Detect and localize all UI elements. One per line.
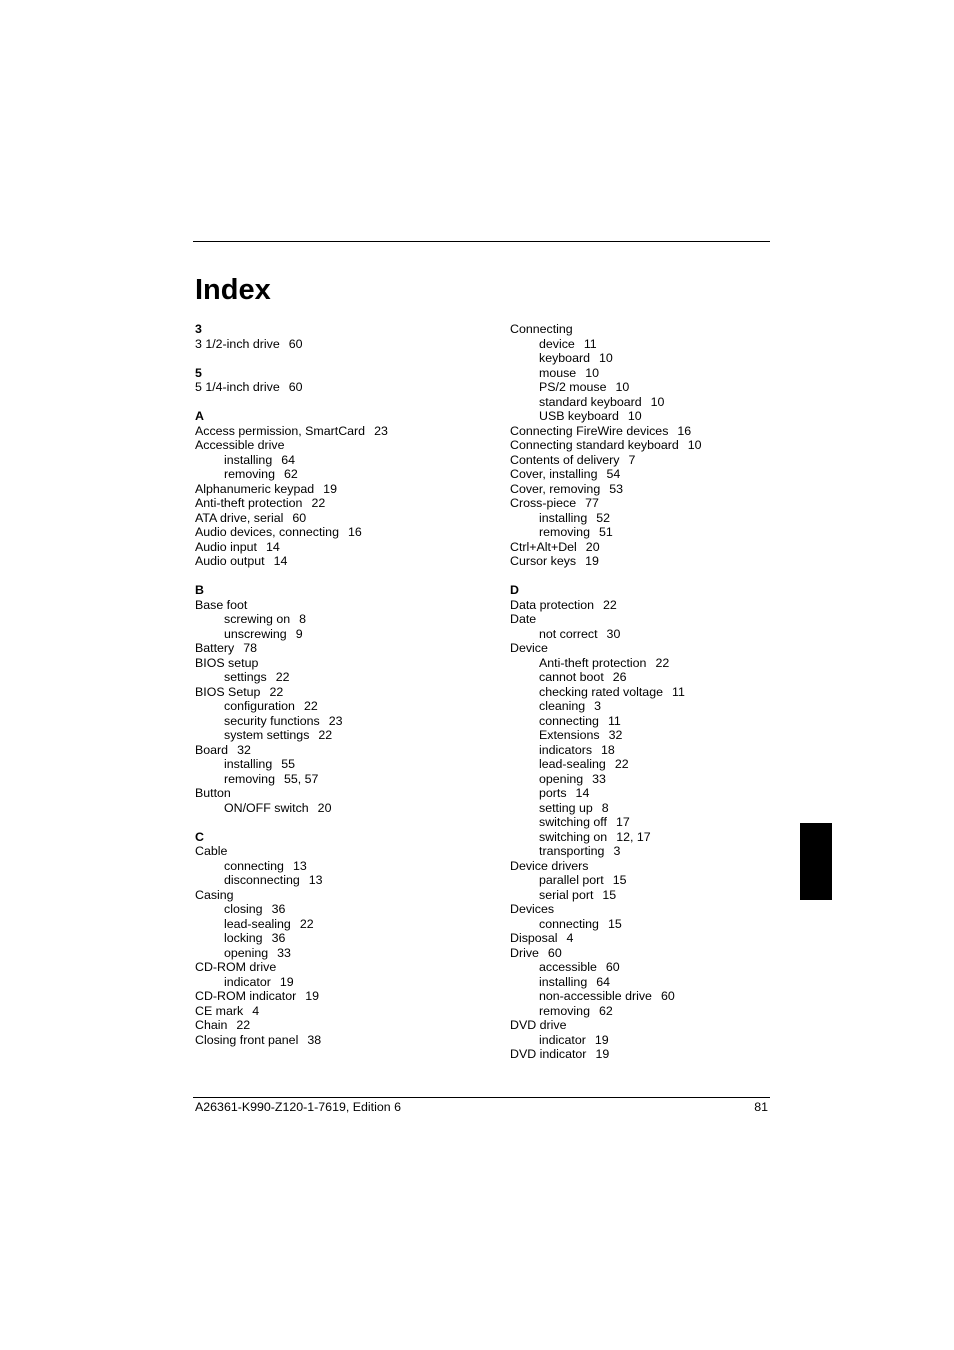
index-entry-term: Cross-piece xyxy=(510,496,577,510)
index-entry-term: Casing xyxy=(195,887,234,902)
index-entry-pages: 7 xyxy=(628,452,636,467)
index-entry-term: removing xyxy=(224,467,275,481)
index-subentry xyxy=(510,627,810,642)
index-entry-term: configuration xyxy=(224,699,295,713)
index-entry-term: installing xyxy=(539,974,588,989)
index-entry-term: security functions xyxy=(224,713,320,728)
index-entry xyxy=(195,525,495,540)
index-entry-pages: 17 xyxy=(615,815,630,829)
index-entry-term: BIOS Setup xyxy=(195,684,261,699)
index-entry-term: Board xyxy=(195,742,229,757)
index-subentry xyxy=(510,380,810,395)
index-subentry xyxy=(195,757,495,772)
index-entry xyxy=(195,380,495,395)
index-entry-pages: 8 xyxy=(601,800,609,815)
index-entry-pages: 22 xyxy=(275,670,290,684)
index-entry-term: Cover, installing xyxy=(510,467,598,481)
index-entry-pages: 9 xyxy=(295,626,303,641)
index-entry xyxy=(195,743,495,758)
index-entry-pages: 13 xyxy=(308,873,323,887)
index-entry-term: Audio devices, connecting xyxy=(195,525,339,539)
index-entry-pages: 16 xyxy=(677,423,692,438)
index-entry-pages: 60 xyxy=(288,336,303,351)
index-entry xyxy=(195,540,495,555)
index-entry-term: connecting xyxy=(539,713,599,728)
index-entry-pages: 3 xyxy=(613,844,621,858)
index-subentry xyxy=(510,815,810,830)
index-entry-term: DVD indicator xyxy=(510,1047,587,1061)
index-entry-term: Battery xyxy=(195,641,235,655)
index-entry-pages: 22 xyxy=(236,1018,251,1032)
header-rule xyxy=(193,241,770,242)
index-subentry xyxy=(510,395,810,410)
index-entry-term: standard keyboard xyxy=(539,394,642,409)
index-section xyxy=(195,830,495,1048)
index-entry-pages: 20 xyxy=(585,539,600,554)
index-column-left xyxy=(195,322,495,1062)
index-entry-pages: 55 xyxy=(281,757,296,771)
index-subentry xyxy=(510,685,810,700)
index-subentry xyxy=(510,670,810,685)
index-entry xyxy=(195,511,495,526)
index-entry xyxy=(195,496,495,511)
index-section xyxy=(510,583,810,1062)
index-subentry xyxy=(195,772,495,787)
index-entry-term: unscrewing xyxy=(224,626,287,641)
index-entry-term: Base foot xyxy=(195,597,248,612)
index-entry xyxy=(510,1047,810,1062)
index-entry xyxy=(510,322,810,337)
index-entry-pages: 60 xyxy=(660,989,675,1003)
index-entry-term: CE mark xyxy=(195,1003,244,1018)
index-subentry xyxy=(510,337,810,352)
index-entry-pages: 4 xyxy=(566,931,574,945)
index-subentry xyxy=(510,975,810,990)
index-entry xyxy=(510,902,810,917)
index-subentry xyxy=(195,902,495,917)
index-entry-pages: 26 xyxy=(612,670,627,684)
index-subentry xyxy=(195,917,495,932)
index-subentry xyxy=(195,612,495,627)
index-entry-pages: 11 xyxy=(583,336,597,351)
index-entry-pages: 15 xyxy=(612,873,627,887)
index-subentry xyxy=(195,931,495,946)
index-subentry xyxy=(510,801,810,816)
index-entry-term: Ctrl+Alt+Del xyxy=(510,539,577,554)
index-entry-pages: 8 xyxy=(299,612,307,626)
index-entry-term: Alphanumeric keypad xyxy=(195,481,315,496)
index-subentry xyxy=(510,873,810,888)
index-section xyxy=(510,322,810,569)
index-subentry xyxy=(510,728,810,743)
index-subentry xyxy=(510,960,810,975)
index-entry-term: serial port xyxy=(539,887,594,902)
index-entry-term: Anti-theft protection xyxy=(195,496,303,510)
index-entry xyxy=(195,656,495,671)
index-entry-pages: 22 xyxy=(655,655,670,670)
index-entry-term: CD-ROM drive xyxy=(195,960,277,974)
index-section xyxy=(195,583,495,815)
index-entry xyxy=(195,960,495,975)
index-entry-pages: 36 xyxy=(271,902,286,916)
index-entry-pages: 23 xyxy=(374,423,388,438)
index-column-right xyxy=(510,322,810,1076)
index-entry xyxy=(510,598,810,613)
index-entry-pages: 64 xyxy=(281,452,296,467)
index-entry-term: screwing on xyxy=(224,612,291,626)
index-entry-pages: 15 xyxy=(602,887,617,902)
index-entry-pages: 22 xyxy=(269,684,284,699)
index-entry xyxy=(510,438,810,453)
index-entry-pages: 15 xyxy=(607,916,622,931)
index-entry-pages: 13 xyxy=(292,858,307,873)
index-entry-term: settings xyxy=(224,670,267,684)
index-entry-term: Access permission, SmartCard xyxy=(195,423,366,438)
index-subentry xyxy=(510,786,810,801)
index-entry-term: opening xyxy=(539,771,584,786)
index-entry-pages: 60 xyxy=(605,960,620,974)
index-entry-term: Extensions xyxy=(539,728,600,742)
index-entry-term: Audio input xyxy=(195,539,258,554)
index-entry-term: Drive xyxy=(510,945,539,960)
index-entry-pages: 4 xyxy=(252,1003,260,1018)
index-entry-term: Device drivers xyxy=(510,858,589,873)
index-entry-term: installing xyxy=(539,510,588,525)
index-subentry xyxy=(195,714,495,729)
index-entry-pages: 19 xyxy=(595,1047,610,1061)
index-entry-pages: 22 xyxy=(311,496,326,510)
index-entry xyxy=(510,467,810,482)
index-entry-term: indicator xyxy=(539,1032,586,1047)
index-entry-term: system settings xyxy=(224,728,310,742)
index-entry-pages: 22 xyxy=(318,728,333,742)
index-entry-pages: 19 xyxy=(305,989,320,1003)
index-entry-pages: 19 xyxy=(323,481,337,496)
index-entry xyxy=(510,482,810,497)
index-letter-heading: 5 xyxy=(195,365,202,380)
index-entry-term: closing xyxy=(224,902,263,916)
index-entry-term: connecting xyxy=(539,916,599,931)
index-subentry xyxy=(510,699,810,714)
index-subentry xyxy=(195,670,495,685)
index-subentry xyxy=(195,946,495,961)
index-entry-term: removing xyxy=(539,1003,590,1018)
index-subentry xyxy=(195,453,495,468)
index-entry-term: Device xyxy=(510,641,548,655)
index-subentry xyxy=(195,699,495,714)
index-entry-term: USB keyboard xyxy=(539,409,619,423)
index-entry-term: Connecting xyxy=(510,322,573,336)
index-entry-pages: 53 xyxy=(609,481,624,496)
index-entry-pages: 12, 17 xyxy=(616,829,651,844)
index-subentry xyxy=(510,525,810,540)
index-entry-pages: 11 xyxy=(672,684,685,699)
index-entry xyxy=(195,641,495,656)
index-entry-term: Disposal xyxy=(510,931,558,945)
index-subentry xyxy=(510,656,810,671)
index-subentry xyxy=(510,757,810,772)
index-entry-term: parallel port xyxy=(539,873,604,887)
index-entry xyxy=(195,989,495,1004)
index-entry-term: mouse xyxy=(539,365,577,380)
index-entry-term: Cursor keys xyxy=(510,554,577,568)
index-entry xyxy=(510,453,810,468)
index-entry-term: not correct xyxy=(539,626,598,641)
index-entry-pages: 23 xyxy=(328,713,343,728)
index-entry xyxy=(195,685,495,700)
index-entry-term: lead-sealing xyxy=(539,757,606,771)
index-letter-heading: B xyxy=(195,583,204,597)
index-entry-term: disconnecting xyxy=(224,873,300,887)
index-entry-term: ports xyxy=(539,786,567,800)
index-entry-term: device xyxy=(539,336,575,351)
index-entry-pages: 33 xyxy=(592,771,606,786)
index-entry-term: accessible xyxy=(539,960,597,974)
index-subentry xyxy=(510,743,810,758)
index-entry-pages: 64 xyxy=(596,974,611,989)
index-entry-term: cannot boot xyxy=(539,670,604,684)
index-entry-term: PS/2 mouse xyxy=(539,380,607,394)
index-entry-term: Closing front panel xyxy=(195,1032,299,1047)
index-entry-pages: 32 xyxy=(237,742,251,757)
index-entry-pages: 3 xyxy=(594,699,602,713)
index-entry-pages: 14 xyxy=(575,786,590,800)
index-entry-term: Connecting FireWire devices xyxy=(510,423,669,438)
index-entry-pages: 22 xyxy=(299,916,314,931)
index-entry xyxy=(510,641,810,656)
index-entry xyxy=(195,786,495,801)
index-entry-term: Cable xyxy=(195,844,228,858)
index-entry xyxy=(510,496,810,511)
index-entry-pages: 22 xyxy=(303,699,318,713)
index-entry-pages: 10 xyxy=(650,394,665,409)
index-entry-pages: 62 xyxy=(283,467,298,481)
index-entry-pages: 78 xyxy=(243,641,258,655)
index-entry-term: installing xyxy=(224,452,273,467)
index-entry-term: setting up xyxy=(539,800,593,815)
index-entry xyxy=(510,931,810,946)
index-entry-term: Audio output xyxy=(195,554,265,568)
index-entry xyxy=(195,844,495,859)
index-entry-pages: 62 xyxy=(598,1003,613,1018)
index-entry-term: installing xyxy=(224,757,273,771)
index-entry-term: cleaning xyxy=(539,699,586,713)
index-entry xyxy=(510,859,810,874)
index-entry-pages: 14 xyxy=(273,554,288,568)
index-subentry xyxy=(510,830,810,845)
index-entry-term: ATA drive, serial xyxy=(195,510,284,525)
index-entry xyxy=(510,612,810,627)
index-subentry xyxy=(195,859,495,874)
index-entry xyxy=(510,540,810,555)
index-entry-term: switching off xyxy=(539,815,607,829)
index-subentry xyxy=(510,888,810,903)
index-entry-term: opening xyxy=(224,945,269,960)
index-subentry xyxy=(195,801,495,816)
footer-rule xyxy=(193,1097,770,1098)
index-subentry xyxy=(510,409,810,424)
index-subentry xyxy=(510,511,810,526)
index-entry xyxy=(195,1018,495,1033)
index-entry xyxy=(195,1033,495,1048)
index-entry-term: Contents of delivery xyxy=(510,452,620,467)
index-entry-term: CD-ROM indicator xyxy=(195,989,297,1003)
index-letter-heading: D xyxy=(510,583,519,597)
index-entry-pages: 54 xyxy=(606,467,621,481)
index-entry-pages: 14 xyxy=(266,539,280,554)
index-entry xyxy=(195,438,495,453)
index-letter-heading: C xyxy=(195,829,204,844)
index-letter-heading: 3 xyxy=(195,322,202,336)
thumb-index-tab xyxy=(800,823,832,900)
index-entry-term: connecting xyxy=(224,858,284,873)
index-section xyxy=(195,322,495,351)
index-entry-term: BIOS setup xyxy=(195,655,259,670)
index-entry xyxy=(510,554,810,569)
index-subentry xyxy=(510,989,810,1004)
index-entry-term: Button xyxy=(195,786,231,800)
index-entry-term: Anti-theft protection xyxy=(539,655,647,670)
index-entry-pages: 77 xyxy=(585,496,599,510)
index-entry-pages: 60 xyxy=(292,510,307,525)
index-entry-pages: 10 xyxy=(687,438,702,452)
index-entry-pages: 52 xyxy=(596,510,611,525)
index-entry-pages: 55, 57 xyxy=(283,771,319,786)
index-subentry xyxy=(510,366,810,381)
index-entry-pages: 60 xyxy=(547,945,562,960)
index-entry xyxy=(510,424,810,439)
index-entry-pages: 36 xyxy=(271,931,286,945)
index-entry-pages: 51 xyxy=(598,525,613,539)
index-entry-term: 5 1/4-inch drive xyxy=(195,380,280,394)
index-entry-pages: 22 xyxy=(603,597,617,612)
footer-page-number: 81 xyxy=(754,1100,768,1114)
index-entry-term: lead-sealing xyxy=(224,916,291,931)
index-entry-term: removing xyxy=(539,525,590,539)
index-entry-pages: 10 xyxy=(598,351,613,365)
index-entry-term: ON/OFF switch xyxy=(224,800,309,815)
index-entry xyxy=(195,1004,495,1019)
index-entry-term: Data protection xyxy=(510,597,595,612)
index-entry-pages: 19 xyxy=(585,554,599,568)
index-subentry xyxy=(510,714,810,729)
index-subentry xyxy=(195,873,495,888)
index-entry-term: transporting xyxy=(539,844,605,858)
index-entry-term: checking rated voltage xyxy=(539,684,663,699)
index-entry-pages: 16 xyxy=(347,525,362,539)
index-entry-term: indicators xyxy=(539,742,593,757)
index-entry xyxy=(195,598,495,613)
index-entry xyxy=(510,946,810,961)
index-entry-term: locking xyxy=(224,931,263,945)
index-subentry xyxy=(510,1004,810,1019)
index-entry xyxy=(195,482,495,497)
index-entry-pages: 10 xyxy=(615,380,630,394)
index-entry-pages: 19 xyxy=(594,1032,609,1047)
index-entry-pages: 10 xyxy=(585,365,599,380)
index-entry-term: DVD drive xyxy=(510,1018,567,1032)
index-subentry xyxy=(510,917,810,932)
index-entry-pages: 20 xyxy=(317,800,332,815)
index-entry-term: keyboard xyxy=(539,351,590,365)
index-entry-term: non-accessible drive xyxy=(539,989,652,1003)
index-entry-pages: 22 xyxy=(614,757,629,771)
index-section xyxy=(195,366,495,395)
index-entry-pages: 33 xyxy=(277,945,291,960)
index-entry-pages: 32 xyxy=(608,728,623,742)
index-subentry xyxy=(195,467,495,482)
index-subentry xyxy=(510,351,810,366)
index-subentry xyxy=(510,1033,810,1048)
index-entry-term: Devices xyxy=(510,902,555,916)
index-subentry xyxy=(510,772,810,787)
index-entry-pages: 19 xyxy=(279,974,294,989)
index-entry xyxy=(195,888,495,903)
index-entry-term: switching on xyxy=(539,829,608,844)
index-entry xyxy=(195,337,495,352)
index-subentry xyxy=(195,627,495,642)
index-entry-pages: 18 xyxy=(601,742,615,757)
index-entry-pages: 10 xyxy=(627,409,642,423)
index-section xyxy=(195,409,495,569)
index-entry-term: Cover, removing xyxy=(510,481,601,496)
index-entry-term: 3 1/2-inch drive xyxy=(195,336,280,351)
index-entry xyxy=(195,424,495,439)
index-entry-pages: 38 xyxy=(307,1032,322,1047)
index-entry-term: Date xyxy=(510,612,537,626)
index-entry-term: Accessible drive xyxy=(195,438,285,452)
page-title: Index xyxy=(195,274,271,306)
index-subentry xyxy=(195,975,495,990)
index-entry-term: indicator xyxy=(224,974,271,989)
index-subentry xyxy=(195,728,495,743)
index-entry-term: removing xyxy=(224,771,275,786)
index-entry-pages: 11 xyxy=(607,713,621,728)
index-entry-term: Chain xyxy=(195,1018,228,1032)
index-entry-pages: 30 xyxy=(606,626,621,641)
index-subentry xyxy=(510,844,810,859)
index-entry-term: Connecting standard keyboard xyxy=(510,438,679,452)
index-entry-pages: 60 xyxy=(288,380,303,394)
index-letter-heading: A xyxy=(195,409,204,423)
index-entry xyxy=(510,1018,810,1033)
footer-doc-id: A26361-K990-Z120-1-7619, Edition 6 xyxy=(195,1100,401,1114)
index-entry xyxy=(195,554,495,569)
